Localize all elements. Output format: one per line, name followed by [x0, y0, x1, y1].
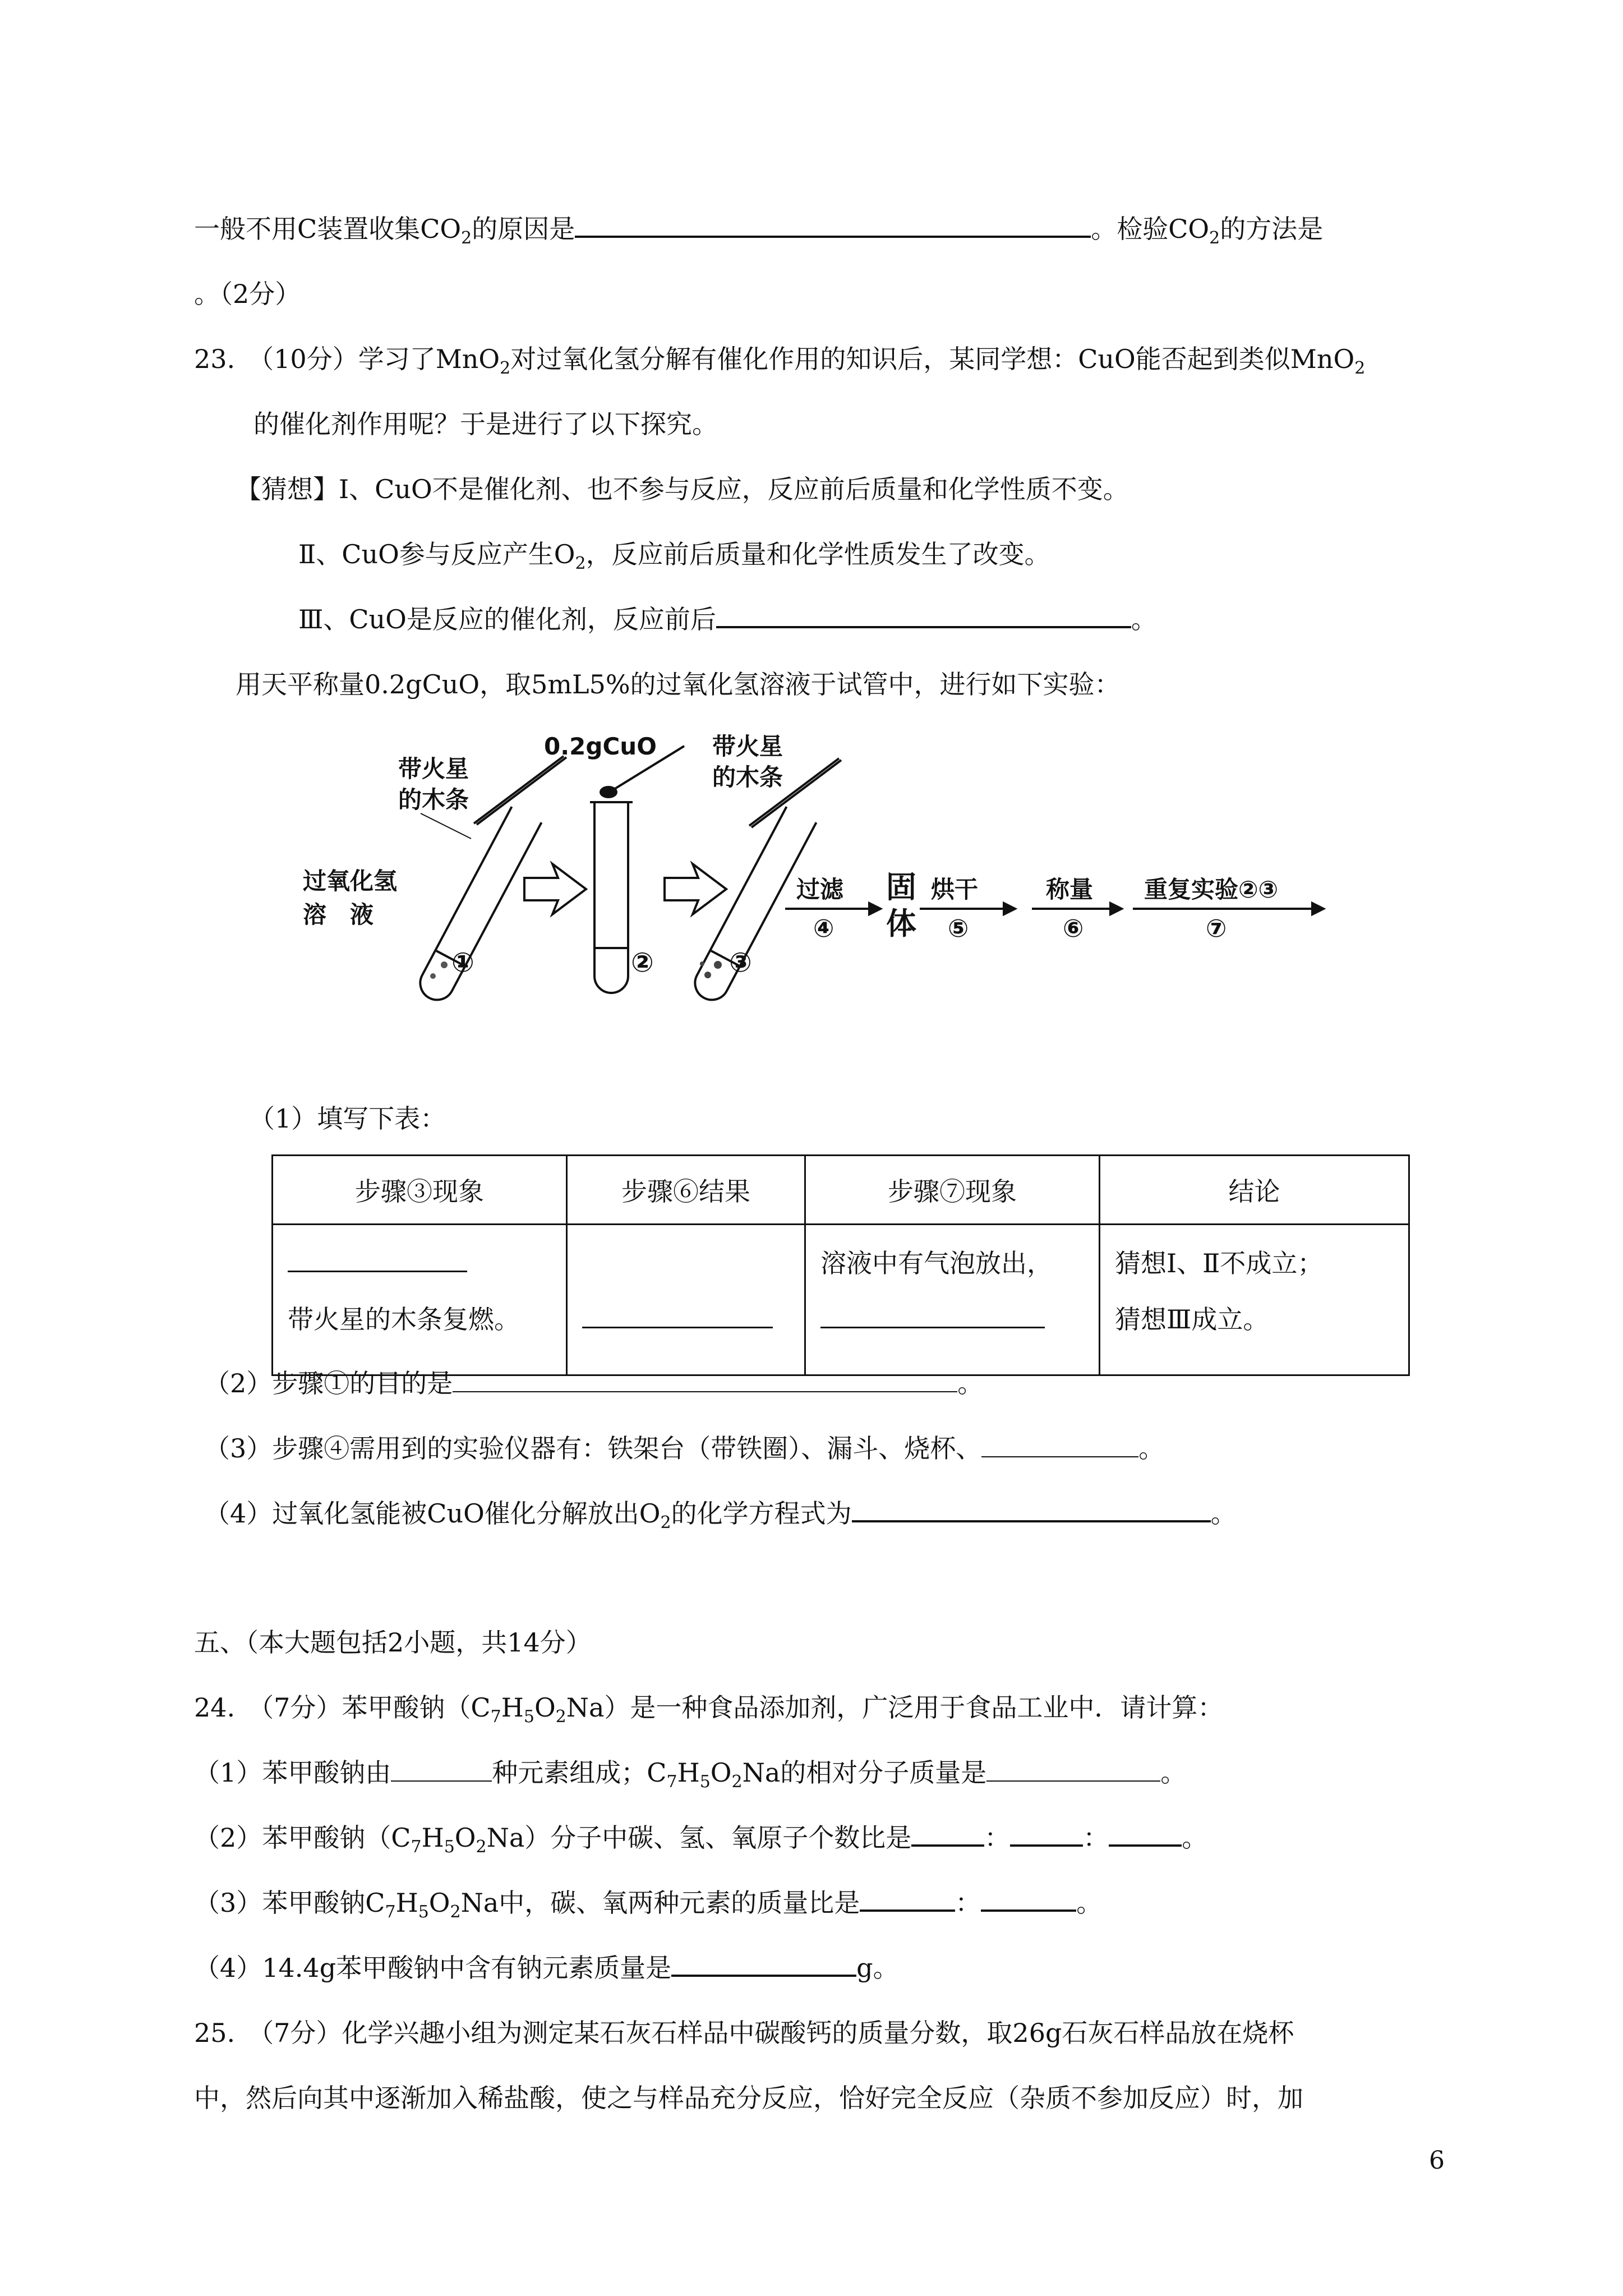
- answer-blank[interactable]: [1010, 1822, 1083, 1847]
- text: 带火星的木条复燃。: [288, 1304, 520, 1335]
- label-solution-line2: 溶 液: [303, 901, 374, 928]
- text: ：: [984, 1823, 1011, 1853]
- label-cuo: 0.2gCuO: [544, 733, 657, 760]
- q24-heading: [194, 1691, 1223, 1734]
- text: H: [395, 1888, 418, 1918]
- subscript: 2: [555, 1707, 566, 1727]
- text: Ⅱ、CuO参与反应产生O: [298, 539, 575, 569]
- subscript: 2: [1354, 358, 1366, 379]
- text: （3）步骤④需用到的实验仪器有：铁架台（带铁圈）、漏斗、烧杯、: [204, 1433, 982, 1464]
- q22-line-1: [194, 212, 1323, 255]
- table-header: 步骤③现象: [273, 1156, 567, 1225]
- section-heading: 五、（本大题包括2小题，共14分）: [194, 1627, 592, 1658]
- text: 。: [1131, 604, 1157, 634]
- text: （4）14.4g苯甲酸钠中含有钠元素质量是: [194, 1953, 672, 1983]
- answer-blank[interactable]: [981, 1887, 1076, 1912]
- text: 23. （10分）学习了MnO: [194, 344, 500, 374]
- text: g。: [856, 1953, 899, 1983]
- page-number: 6: [1429, 2146, 1445, 2175]
- q25-line-2: 中，然后向其中逐渐加入稀盐酸，使之与样品充分反应，恰好完全反应（杂质不参加反应）时，加: [194, 2083, 1303, 2113]
- q22-line-2: 。（2分）: [194, 279, 301, 309]
- tube-number-1: ①: [451, 947, 474, 978]
- text: 猜想Ⅲ成立。: [1115, 1304, 1269, 1335]
- text: 。: [957, 1368, 984, 1398]
- label-splint-1-line2: 的木条: [398, 786, 469, 813]
- text: O: [454, 1823, 476, 1853]
- text: （2）步骤①的目的是: [204, 1368, 453, 1398]
- table-header-row: [273, 1156, 1409, 1225]
- answer-blank[interactable]: [582, 1304, 773, 1328]
- table-header: 步骤⑥结果: [567, 1156, 805, 1225]
- experiment-diagram: [303, 729, 1335, 1021]
- text: 。: [1160, 1757, 1187, 1788]
- answer-blank[interactable]: [981, 1434, 1138, 1457]
- subscript: 2: [1209, 228, 1220, 249]
- text: O: [710, 1757, 732, 1788]
- subscript: 2: [660, 1513, 671, 1533]
- answer-blank[interactable]: [1109, 1822, 1182, 1847]
- text: ：: [1083, 1823, 1109, 1853]
- text: H: [501, 1692, 524, 1723]
- table-header: 结论: [1100, 1156, 1409, 1225]
- text: O: [534, 1692, 556, 1723]
- answer-blank[interactable]: [671, 1952, 856, 1977]
- label-solution-line1: 过氧化氢: [303, 867, 398, 895]
- text: （4）过氧化氢能被CuO催化分解放出O: [204, 1498, 661, 1529]
- text: 的化学方程式为: [671, 1498, 852, 1529]
- table-header: 步骤⑦现象: [805, 1156, 1100, 1225]
- subscript: 7: [385, 1902, 396, 1922]
- subscript: 5: [418, 1902, 429, 1922]
- guess-3: [298, 602, 1157, 636]
- text: 的原因是: [472, 214, 575, 244]
- sub-question-2: [204, 1366, 983, 1400]
- text: （1）苯甲酸钠由: [194, 1757, 391, 1788]
- step-4: ④: [813, 914, 834, 943]
- guess-2: [298, 537, 1050, 581]
- label-solid-1: 固: [886, 869, 916, 905]
- answer-blank[interactable]: [820, 1304, 1045, 1328]
- subscript: 2: [476, 1837, 487, 1857]
- text: 。: [1182, 1823, 1208, 1853]
- q24-sub-4: [194, 1951, 899, 1985]
- q24-sub-1: [194, 1756, 1186, 1799]
- text: 。: [1076, 1888, 1103, 1918]
- sub-question-3: [204, 1432, 1164, 1465]
- text: 的方法是: [1220, 214, 1324, 244]
- text: 一般不用C装置收集CO: [194, 214, 462, 244]
- label-filter: 过滤: [796, 876, 844, 903]
- text: 。: [1138, 1433, 1165, 1464]
- label-repeat: 重复实验②③: [1144, 876, 1279, 903]
- answer-blank[interactable]: [575, 213, 1091, 238]
- subscript: 2: [461, 228, 472, 249]
- text: O: [428, 1888, 450, 1918]
- text: （2）苯甲酸钠（C: [194, 1823, 411, 1853]
- q23-heading-cont: 的催化剂作用呢？于是进行了以下探究。: [253, 409, 718, 439]
- label-splint-2-line2: 的木条: [712, 763, 783, 791]
- test-tube-2-icon: [590, 802, 633, 993]
- subscript: 5: [444, 1837, 455, 1857]
- text: 猜想Ⅰ、Ⅱ不成立；: [1115, 1248, 1324, 1278]
- label-splint-2-line1: 带火星: [712, 733, 783, 760]
- answer-blank[interactable]: [391, 1758, 492, 1782]
- subscript: 2: [450, 1902, 461, 1922]
- subscript: 5: [699, 1772, 711, 1792]
- table-cell: [567, 1225, 805, 1375]
- label-solid-2: 体: [886, 906, 916, 941]
- answer-blank[interactable]: [453, 1369, 957, 1392]
- text: ，反应前后质量和化学性质发生了改变。: [585, 539, 1050, 569]
- q23-heading: [194, 342, 1365, 385]
- step-5: ⑤: [948, 914, 969, 943]
- answer-blank[interactable]: [716, 604, 1131, 628]
- answer-blank[interactable]: [986, 1758, 1160, 1782]
- table-cell: [1100, 1225, 1409, 1375]
- text: Na的相对分子质量是: [742, 1757, 987, 1788]
- splint-1-icon: [477, 757, 566, 825]
- subscript: 7: [490, 1707, 501, 1727]
- text: 。检验CO: [1091, 214, 1210, 244]
- subscript: 2: [575, 554, 586, 574]
- answer-blank[interactable]: [288, 1248, 467, 1272]
- answer-blank[interactable]: [911, 1822, 984, 1847]
- text: 24. （7分）苯甲酸钠（C: [194, 1692, 491, 1723]
- step-7: ⑦: [1206, 914, 1227, 943]
- method-text: 用天平称量0.2gCuO，取5mL5%的过氧化氢溶液于试管中，进行如下实验：: [236, 669, 1121, 700]
- text: Ⅲ、CuO是反应的催化剂，反应前后: [298, 604, 716, 634]
- text: Na）分子中碳、氢、氧原子个数比是: [486, 1823, 912, 1853]
- arrow-1-icon: [524, 864, 586, 914]
- step-6: ⑥: [1063, 914, 1084, 943]
- table-cell: [273, 1225, 567, 1375]
- q24-sub-3: [194, 1886, 1102, 1929]
- label-weigh: 称量: [1046, 876, 1094, 903]
- text: H: [421, 1823, 444, 1853]
- arrow-2-icon: [665, 864, 726, 914]
- subscript: 7: [411, 1837, 422, 1857]
- q25-line-1: 25. （7分）化学兴趣小组为测定某石灰石样品中碳酸钙的质量分数，取26g石灰石样品放在烧杯: [194, 2018, 1294, 2048]
- answer-blank[interactable]: [852, 1498, 1211, 1522]
- subscript: 2: [500, 358, 511, 379]
- text: Na中，碳、氧两种元素的质量比是: [460, 1888, 860, 1918]
- text: 种元素组成；C: [492, 1757, 667, 1788]
- results-table: [271, 1154, 1410, 1376]
- sub-question-1: （1）填写下表：: [249, 1103, 446, 1134]
- q24-sub-2: [194, 1821, 1207, 1864]
- subscript: 5: [523, 1707, 534, 1727]
- text: ：: [955, 1888, 981, 1918]
- guess-1: 【猜想】Ⅰ、CuO不是催化剂、也不参与反应，反应前后质量和化学性质不变。: [236, 474, 1129, 504]
- subscript: 7: [666, 1772, 677, 1792]
- table-row: [273, 1225, 1409, 1375]
- text: Na）是一种食品添加剂，广泛用于食品工业中．请计算：: [566, 1692, 1224, 1723]
- label-dry: 烘干: [931, 876, 979, 903]
- subscript: 2: [731, 1772, 743, 1792]
- tube-number-3: ③: [729, 947, 752, 978]
- text: 对过氧化氢分解有催化作用的知识后，某同学想：CuO能否起到类似MnO: [510, 344, 1355, 374]
- tube-number-2: ②: [631, 947, 654, 978]
- text: H: [677, 1757, 700, 1788]
- answer-blank[interactable]: [860, 1887, 955, 1912]
- text: 。: [1210, 1498, 1237, 1529]
- table-cell: [805, 1225, 1100, 1375]
- text: 溶液中有气泡放出，: [820, 1248, 1053, 1278]
- label-splint-1-line1: 带火星: [398, 755, 469, 783]
- sub-question-4: [204, 1497, 1237, 1540]
- text: （3）苯甲酸钠C: [194, 1888, 385, 1918]
